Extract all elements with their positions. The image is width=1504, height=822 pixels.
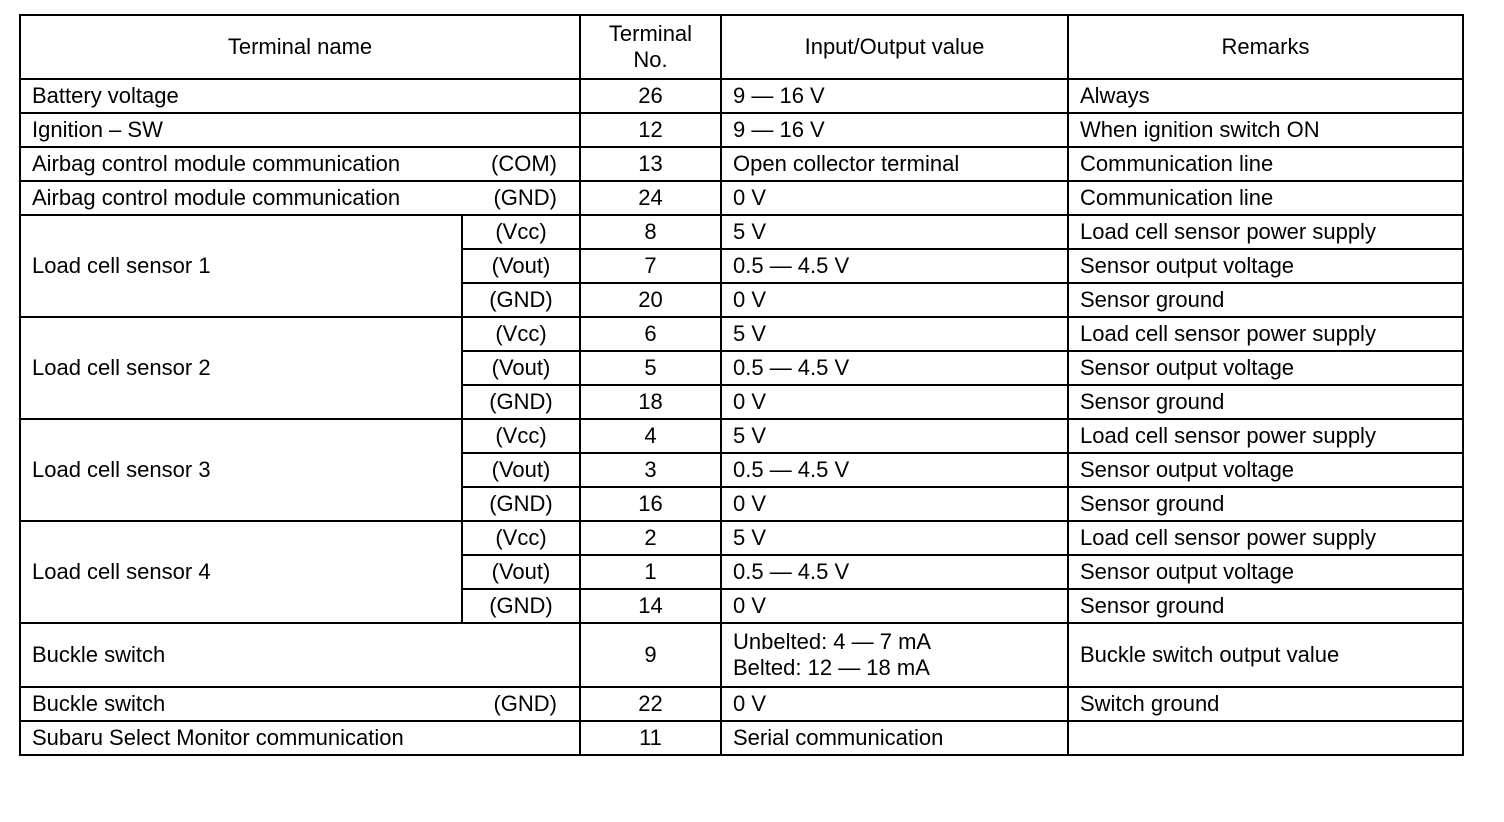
- sensor-name: Load cell sensor 3: [20, 419, 462, 521]
- header-terminal-no: [580, 15, 721, 79]
- remark: Always: [1068, 79, 1463, 113]
- terminal-table: [19, 14, 1464, 756]
- sensor-signal: (GND): [462, 385, 580, 419]
- terminal-signal: (GND): [493, 690, 557, 716]
- table-row: [20, 215, 1463, 249]
- remark: Load cell sensor power supply: [1068, 521, 1463, 555]
- io-value: 9 — 16 V: [721, 113, 1068, 147]
- io-value: 0 V: [721, 687, 1068, 721]
- table-row: [20, 521, 1463, 555]
- io-value: 0 V: [721, 283, 1068, 317]
- table-row: [20, 113, 1463, 147]
- sensor-signal: (Vout): [462, 453, 580, 487]
- remark: Sensor output voltage: [1068, 555, 1463, 589]
- sensor-signal: (GND): [462, 283, 580, 317]
- terminal-no: 12: [580, 113, 721, 147]
- terminal-no: 9: [580, 623, 721, 687]
- io-value: 5 V: [721, 419, 1068, 453]
- terminal-signal: (GND): [493, 184, 557, 210]
- table-row: [20, 687, 1463, 721]
- terminal-name: Battery voltage: [20, 79, 580, 113]
- table-row: [20, 147, 1463, 181]
- remark: Sensor output voltage: [1068, 249, 1463, 283]
- sensor-name: Load cell sensor 2: [20, 317, 462, 419]
- terminal-name: Subaru Select Monitor communication: [20, 721, 580, 755]
- table-row: [20, 623, 1463, 687]
- remark: Communication line: [1068, 147, 1463, 181]
- terminal-no: 22: [580, 687, 721, 721]
- io-value: 9 — 16 V: [721, 79, 1068, 113]
- remark: Sensor output voltage: [1068, 351, 1463, 385]
- terminal-no: 20: [580, 283, 721, 317]
- io-value: 0 V: [721, 487, 1068, 521]
- terminal-no: 2: [580, 521, 721, 555]
- io-value: 0 V: [721, 181, 1068, 215]
- io-value: 0.5 — 4.5 V: [721, 351, 1068, 385]
- header-row: [20, 15, 1463, 79]
- terminal-no: 7: [580, 249, 721, 283]
- remark: Load cell sensor power supply: [1068, 317, 1463, 351]
- remark: Sensor ground: [1068, 283, 1463, 317]
- terminal-no: 14: [580, 589, 721, 623]
- terminal-name-cell: [20, 147, 580, 181]
- terminal-no: 26: [580, 79, 721, 113]
- io-value: Serial communication: [721, 721, 1068, 755]
- terminal-name: Buckle switch: [20, 623, 580, 687]
- header-io-value: Input/Output value: [721, 15, 1068, 79]
- header-terminal-no-line2: No.: [633, 47, 668, 72]
- io-value: 0 V: [721, 385, 1068, 419]
- io-value: 5 V: [721, 215, 1068, 249]
- sensor-signal: (Vcc): [462, 521, 580, 555]
- terminal-no: 3: [580, 453, 721, 487]
- terminal-no: 6: [580, 317, 721, 351]
- remark: Load cell sensor power supply: [1068, 215, 1463, 249]
- sensor-signal: (Vcc): [462, 419, 580, 453]
- table-row: [20, 419, 1463, 453]
- header-terminal-no-line1: Terminal: [608, 20, 693, 46]
- table-row: [20, 79, 1463, 113]
- remark: Sensor ground: [1068, 487, 1463, 521]
- sensor-signal: (GND): [462, 589, 580, 623]
- terminal-no: 8: [580, 215, 721, 249]
- header-terminal-name: Terminal name: [20, 15, 580, 79]
- sensor-signal: (Vcc): [462, 215, 580, 249]
- remark: Sensor ground: [1068, 589, 1463, 623]
- io-value-line1: Unbelted: 4 — 7 mA: [733, 628, 932, 654]
- terminal-name-cell: [20, 181, 580, 215]
- terminal-name-cell: [20, 687, 580, 721]
- remark: Switch ground: [1068, 687, 1463, 721]
- sensor-signal: (Vout): [462, 555, 580, 589]
- remark: Communication line: [1068, 181, 1463, 215]
- terminal-name: Airbag control module communication: [32, 150, 401, 176]
- remark: Sensor ground: [1068, 385, 1463, 419]
- io-value: Open collector terminal: [721, 147, 1068, 181]
- sensor-name: Load cell sensor 1: [20, 215, 462, 317]
- terminal-name: Airbag control module communication: [32, 184, 401, 210]
- io-value-line2: Belted: 12 — 18 mA: [733, 655, 930, 680]
- remark: [1068, 721, 1463, 755]
- sensor-signal: (GND): [462, 487, 580, 521]
- terminal-name: Ignition – SW: [20, 113, 580, 147]
- terminal-no: 16: [580, 487, 721, 521]
- table-row: [20, 181, 1463, 215]
- io-value: [721, 623, 1068, 687]
- remark: Sensor output voltage: [1068, 453, 1463, 487]
- terminal-no: 11: [580, 721, 721, 755]
- io-value: 5 V: [721, 317, 1068, 351]
- terminal-name: Buckle switch: [32, 690, 166, 716]
- terminal-no: 4: [580, 419, 721, 453]
- terminal-no: 5: [580, 351, 721, 385]
- sensor-signal: (Vout): [462, 249, 580, 283]
- io-value: 5 V: [721, 521, 1068, 555]
- table-row: [20, 317, 1463, 351]
- table-row: [20, 721, 1463, 755]
- terminal-no: 18: [580, 385, 721, 419]
- io-value: 0.5 — 4.5 V: [721, 555, 1068, 589]
- io-value: 0.5 — 4.5 V: [721, 453, 1068, 487]
- remark: Load cell sensor power supply: [1068, 419, 1463, 453]
- header-remarks: Remarks: [1068, 15, 1463, 79]
- terminal-no: 13: [580, 147, 721, 181]
- remark: When ignition switch ON: [1068, 113, 1463, 147]
- sensor-name: Load cell sensor 4: [20, 521, 462, 623]
- terminal-signal: (COM): [491, 150, 557, 176]
- remark: Buckle switch output value: [1068, 623, 1463, 687]
- io-value: 0 V: [721, 589, 1068, 623]
- terminal-no: 1: [580, 555, 721, 589]
- sensor-signal: (Vcc): [462, 317, 580, 351]
- sensor-signal: (Vout): [462, 351, 580, 385]
- terminal-no: 24: [580, 181, 721, 215]
- io-value: 0.5 — 4.5 V: [721, 249, 1068, 283]
